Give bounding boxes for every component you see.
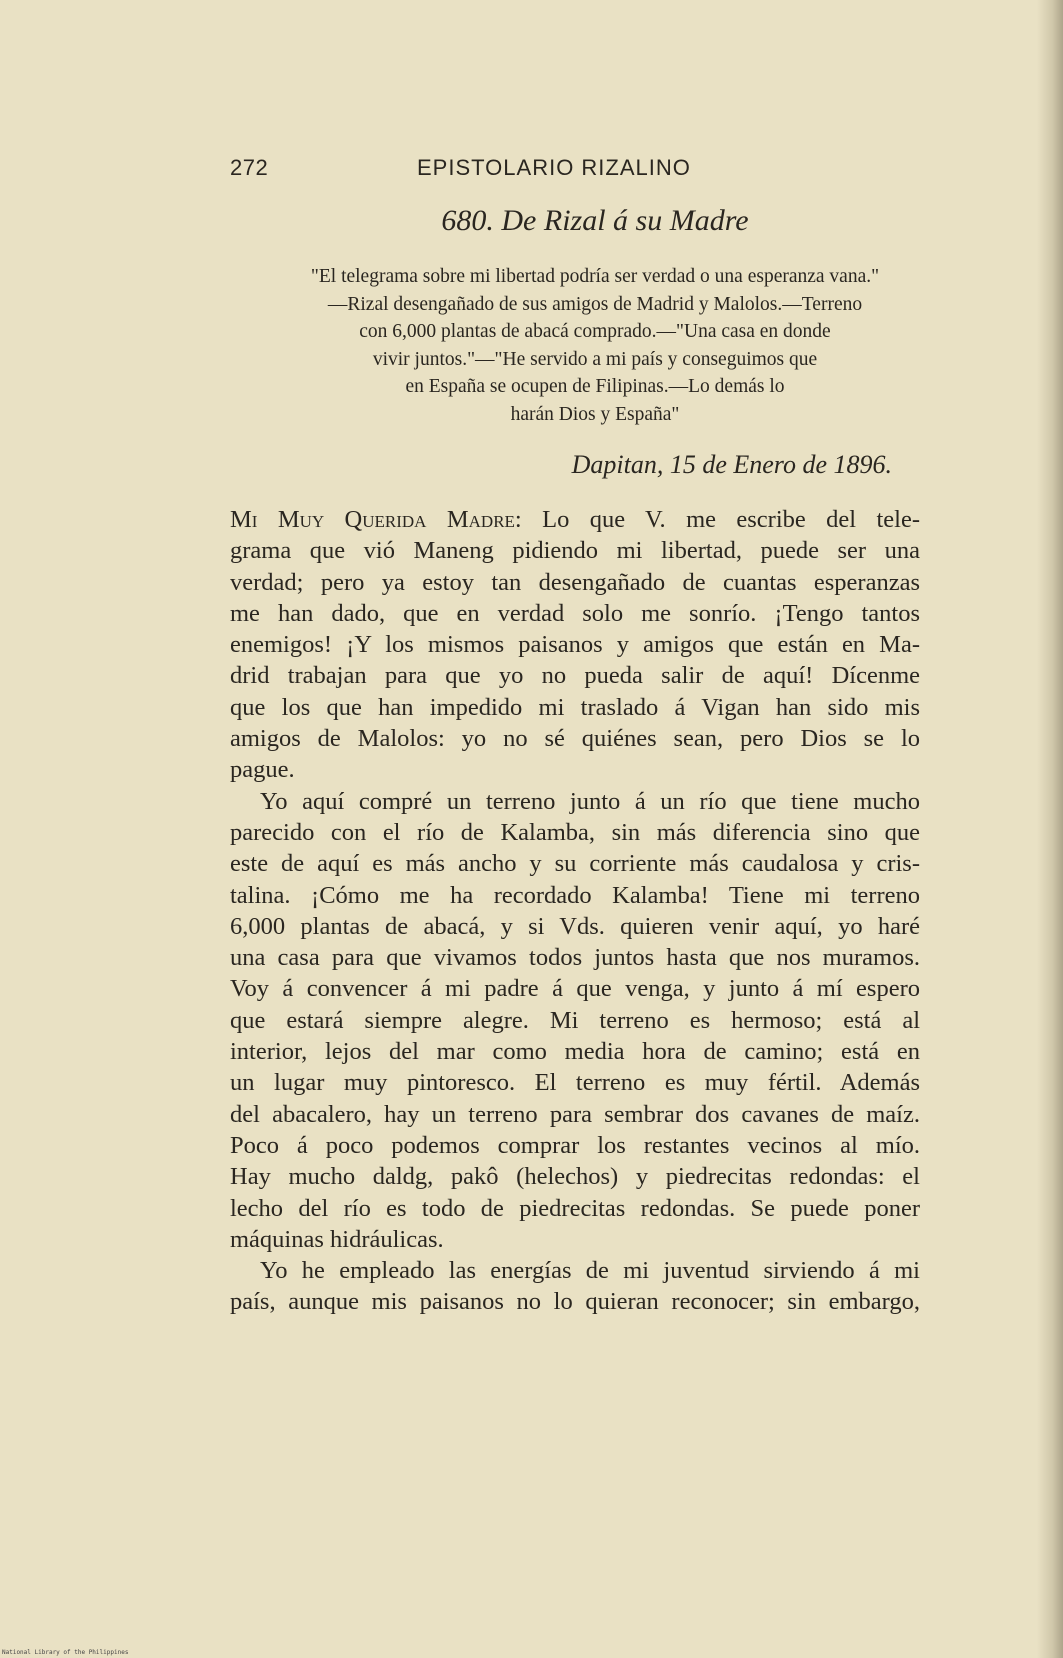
- body-line-text: Lo que V. me escribe del tele-: [521, 506, 920, 533]
- salutation: Mi Muy Querida Madre:: [230, 506, 522, 533]
- body-line: que estará siempre alegre. Mi terreno es hermoso; está al: [230, 1006, 920, 1034]
- body-line: drid trabajan para que yo no pueda salir de aquí! Dícenme: [230, 662, 920, 690]
- letter-summary: [270, 263, 920, 428]
- body-line: Yo aquí compré un terreno junto á un río que tiene mucho: [260, 787, 920, 815]
- body-line: lecho del río es todo de piedrecitas redondas. Se puede poner: [230, 1194, 920, 1222]
- letter-title: 680. De Rizal á su Madre: [441, 204, 749, 237]
- body-line: pague.: [230, 756, 295, 784]
- body-line: Voy á convencer á mi padre á que venga, y junto á mí espero: [230, 975, 920, 1003]
- summary-line: "El telegrama sobre mi libertad podría ser verdad o una esperanza vana.": [310, 266, 880, 287]
- body-line: del abacalero, hay un terreno para sembrar dos cavanes de maíz.: [230, 1100, 920, 1128]
- body-line: Yo he empleado las energías de mi juventud sirviendo á mi: [260, 1257, 920, 1285]
- summary-line: en España se ocupen de Filipinas.—Lo demás lo: [405, 376, 785, 397]
- body-line: [230, 504, 920, 535]
- library-footer: National Library of the Philippines: [2, 1649, 129, 1656]
- body-line: Poco á poco podemos comprar los restantes vecinos al mío.: [230, 1131, 920, 1159]
- letter-body: [230, 504, 920, 1318]
- running-header: [230, 155, 920, 185]
- body-line: 6,000 plantas de abacá, y si Vds. quieren venir aquí, yo haré: [230, 912, 920, 940]
- summary-line: —Rizal desengañado de sus amigos de Madrid y Malolos.—Terreno: [327, 293, 863, 315]
- body-line: parecido con el río de Kalamba, sin más diferencia sino que: [230, 818, 920, 846]
- summary-line: vivir juntos."—"He servido a mi país y conseguimos que: [372, 348, 818, 370]
- body-line: una casa para que vivamos todos juntos hasta que nos muramos.: [230, 944, 920, 972]
- body-line: máquinas hidráulicas.: [230, 1225, 444, 1253]
- page-spine-shadow: [1037, 0, 1063, 1658]
- body-line: Hay mucho daldg, pakô (helechos) y piedrecitas redondas: el: [230, 1163, 920, 1191]
- body-line: que los que han impedido mi traslado á Vigan han sido mis: [230, 693, 920, 721]
- body-line: verdad; pero ya estoy tan desengañado de cuantas esperanzas: [230, 568, 920, 596]
- body-line: enemigos! ¡Y los mismos paisanos y amigos que están en Ma-: [230, 631, 920, 659]
- body-line: un lugar muy pintoresco. El terreno es muy fértil. Además: [230, 1069, 920, 1097]
- page-number: 272: [230, 155, 269, 180]
- body-line: grama que vió Maneng pidiendo mi libertad, puede ser una: [230, 537, 920, 565]
- dateline: Dapitan, 15 de Enero de 1896.: [571, 450, 892, 479]
- summary-line: harán Dios y España": [510, 403, 680, 425]
- body-line: interior, lejos del mar como media hora de camino; está en: [230, 1038, 920, 1066]
- running-title: EPISTOLARIO RIZALINO: [417, 155, 691, 180]
- body-line: país, aunque mis paisanos no lo quieran reconocer; sin embargo,: [230, 1288, 920, 1316]
- body-line: me han dado, que en verdad solo me sonrío. ¡Tengo tantos: [230, 599, 920, 627]
- body-line: este de aquí es más ancho y su corriente más caudalosa y cris-: [230, 850, 920, 878]
- body-line: talina. ¡Cómo me ha recordado Kalamba! Tiene mi terreno: [230, 881, 920, 909]
- body-line: amigos de Malolos: yo no sé quiénes sean, pero Dios se lo: [230, 725, 920, 753]
- summary-line: con 6,000 plantas de abacá comprado.—"Una casa en donde: [359, 321, 831, 342]
